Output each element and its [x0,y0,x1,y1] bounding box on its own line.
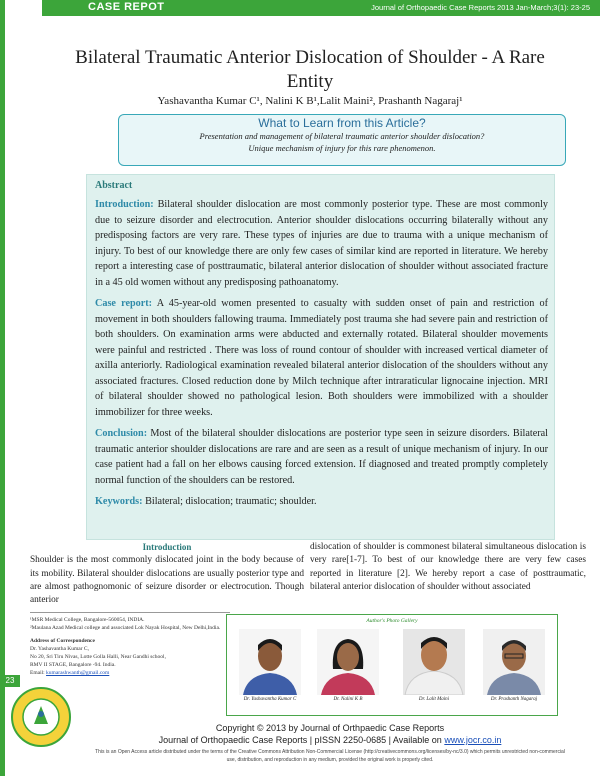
learning-box-heading: What to Learn from this Article? [258,116,426,130]
author-photo [403,629,465,703]
email-link[interactable]: kumarashwanth@gmail.com [46,670,110,676]
keywords-label: Keywords: [95,496,143,507]
conclusion-label: Conclusion: [95,428,148,439]
author-portrait-icon [239,629,301,695]
learning-point: Presentation and management of bilateral traumatic anterior shoulder dislocation? [199,131,485,141]
correspondence-line: No 20, Sri Tiru Nivas, Lotte Golla Halli, Near Gandhi school, [30,654,166,660]
license-text: This is an Open Access article distributed under the terms of the Creative Commons Attribution Non-Commercial License (http://creativecommons.org/licenses/by-nc/3.0) which permits unrestricted non-commercial use, distribution, and reproduction in any medium, provided the original work is properly cited. [95,749,565,763]
affiliation-1: ¹MSR Medical College, Bangalore-560054, INDIA. [30,617,145,623]
introduction-text: Bilateral shoulder dislocation are most commonly posterior type. These are most commonly due to seizure disorder and electrocution. Anterior shoulder dislocations occurring bilaterally without any predisposing factors are very rare. These types of injuries are due to trauma with a unique mechanism of injury. To best of our knowledge there are only few cases of similar kind are reported in literature. We hereby report a interesting case of posttraumatic, bilateral anterior dislocation of shoulder without associated fracture in a 45 old women without any predisposing pathoanatomy. [95,199,549,288]
author-portrait-icon [317,629,379,695]
correspondence-heading: Address of Correspondence [30,638,95,644]
introduction-paragraph: Shoulder is the most commonly dislocated joint in the body because of its mobility. Bilateral shoulder dislocations are usually posterior type and are almost pathognomonic of seizure disorder or electrocution. Though anterior [30,555,304,606]
author-caption: Dr. Prashanth Nagaraj [490,697,538,702]
author-portrait-icon [483,629,545,695]
copyright-line: Copyright © 2013 by Journal of Orthpaedic Case Reports [215,723,445,733]
gallery-heading: Author's Photo Gallery [366,618,418,624]
section-label: CASE REPOT [88,1,165,13]
page-number: 23 [0,675,20,687]
introduction-label: Introduction: [95,199,154,210]
article-title: Bilateral Traumatic Anterior Dislocation of Shoulder - A Rare Entity [75,47,545,92]
author-photo [483,629,545,703]
author-caption: Dr. Yashavantha Kumar C [243,697,297,702]
author-photo [317,629,379,703]
correspondence-line: RMV II STAGE, Bangalore -94. India. [30,662,116,668]
footnote-divider [30,612,230,613]
author-list: Yashavantha Kumar C¹, Nalini K B¹,Lalit Maini², Prashanth Nagaraj¹ [157,95,463,107]
left-margin-strip [0,0,5,776]
body-column-left [30,541,304,607]
abstract-box [86,174,555,540]
case-report-text: A 45-year-old women presented to casualty with sudden onset of pain and restriction of movement in both shoulders fallowing trauma. Immediately post trauma she had severe pain and restriction of both shoulders. On examination arms were abducted and externally rotated. Bilateral shoulder movements were painful and restricted . There was loss of round contour of shoulder with increased vertical diameter of axilla anteriorly. Radiological examination revealed bilateral anterior dislocation of the shoulders without any associated fractures. Closed reduction done by Milch technique after intraraticular lignocaine injection. MRI of bilateral shoulder showed no pathological lesion. Both shoulders were immobilized with a shoulder immobilizer for three weeks. [95,298,549,418]
journal-website-link[interactable]: www.jocr.co.in [444,735,502,745]
issn-line [70,735,590,745]
issn-text: Journal of Orthopaedic Case Reports | pISSN 2250-0685 | Available on [158,735,442,745]
conclusion-text: Most of the bilateral shoulder dislocations are posterior type seen in seizure disorders. Bilateral traumatic anterior shoulder dislocations are rare and are seen as a result of unique mechanism of injury. In our case patient had a fall on her elbows causing forced extension. If diagnosed and treated promptly completely normal function of the shoulders can be restored. [95,428,548,486]
journal-logo [10,686,72,748]
correspondence-line: Dr. Yashavantha Kumar C, [30,646,89,652]
abstract-case-report [87,296,554,420]
learning-point: Unique mechanism of injury for this rare phenomenon. [248,143,436,153]
affiliations [30,616,230,677]
author-photo [239,629,301,703]
email-label: Email: [30,670,45,676]
abstract-introduction [87,197,554,290]
abstract-keywords [87,494,554,510]
abstract-heading: Abstract [95,180,133,191]
introduction-heading: Introduction [142,542,192,552]
email-line [30,669,230,677]
author-photo-gallery [226,614,558,716]
body-column-right [310,541,586,594]
journal-citation: Journal of Orthopaedic Case Reports 2013 Jan-March;3(1): 23-25 [371,3,590,12]
learning-box [118,114,566,166]
keywords-text: Bilateral; dislocation; traumatic; shoulder. [145,496,317,507]
author-caption: Dr. Lalit Maini [418,697,450,702]
header-bar [42,0,600,16]
author-caption: Dr. Nalini K B [333,697,363,702]
author-portrait-icon [403,629,465,695]
affiliation-2: ²Maulana Azad Medical college and associated Lok Nayak Hospital, New Delhi,India. [30,625,221,631]
abstract-conclusion [87,426,554,488]
introduction-paragraph-continued: dislocation of shoulder is commonest bilateral simultaneous dislocation is very rare[1-7]. To best of our knowledge there are very few cases reported in literature [2]. We hereby report a case of posttraumatic, bilateral anterior dislocation of shoulder without associated [310,542,586,592]
case-report-label: Case report: [95,298,153,309]
